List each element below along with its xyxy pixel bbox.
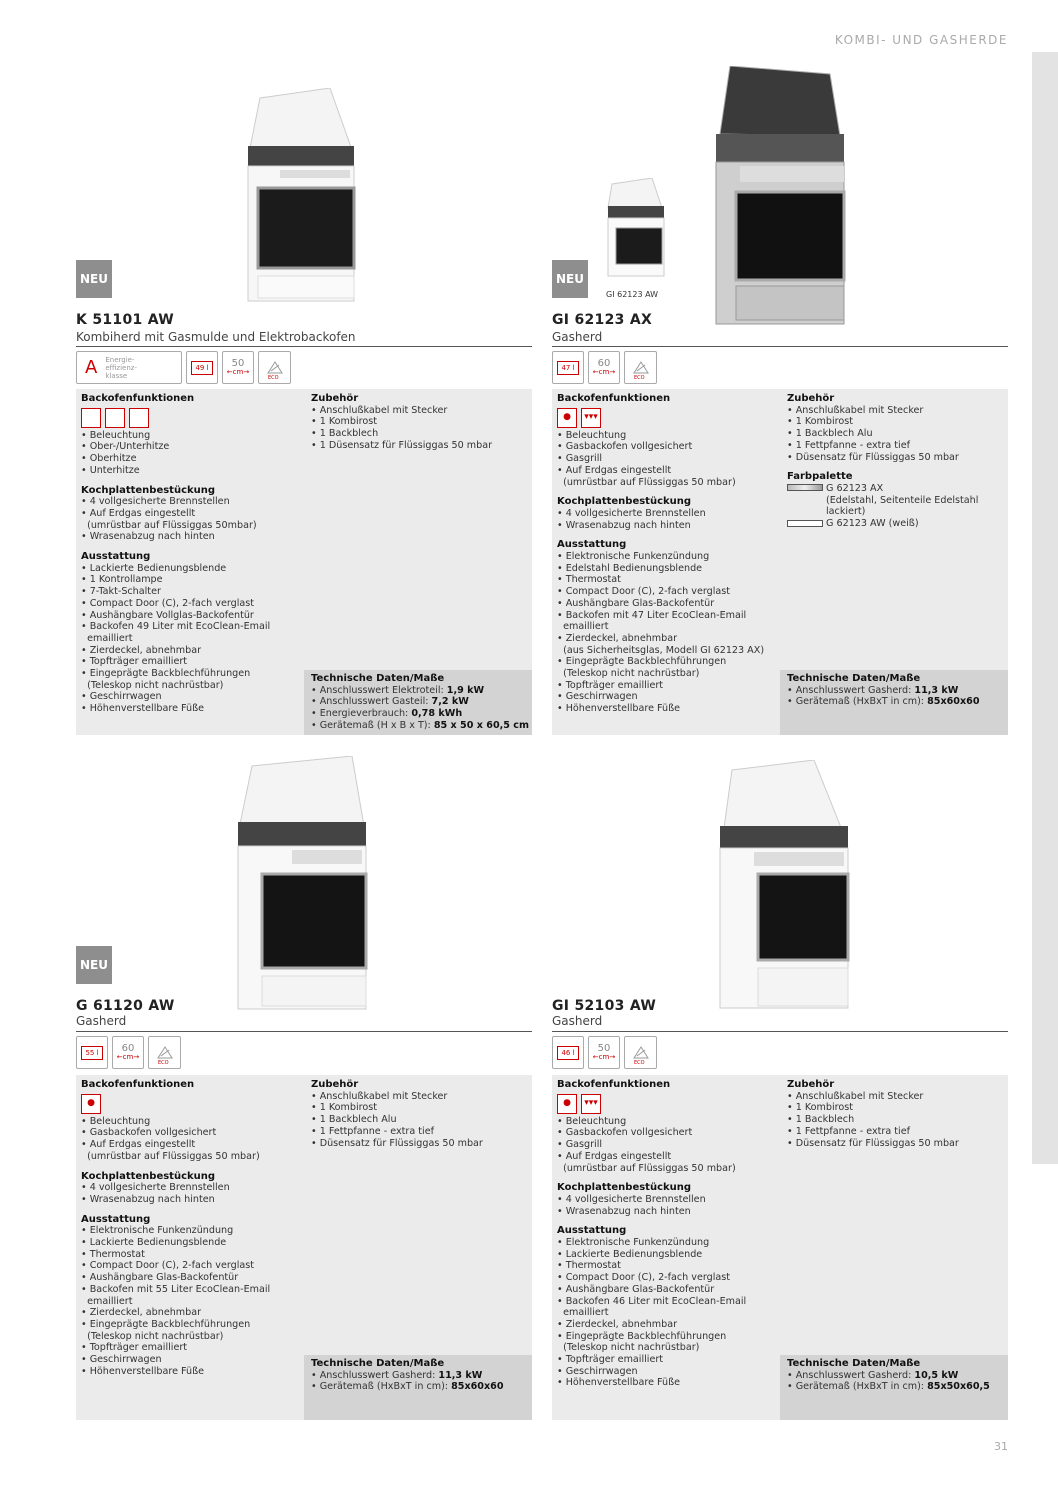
- tech-row: [787, 685, 1007, 697]
- spec-item: • 1 Kombirost: [787, 416, 854, 428]
- spec-panel: [552, 389, 1008, 735]
- color-option-text: G 62123 AX: [826, 482, 884, 494]
- spec-item: • Eingeprägte Backblechführungen: [81, 668, 251, 680]
- eco-label: ECO: [158, 1060, 169, 1066]
- feature-icons: [552, 1036, 657, 1069]
- oven-volume-value: 55 l: [81, 1046, 102, 1060]
- spec-panel: [552, 1075, 1008, 1420]
- spec-item: • Geschirrwagen: [81, 691, 162, 703]
- section-heading: Kochplattenbestückung: [557, 496, 692, 508]
- feature-icons: [76, 1036, 181, 1069]
- spec-item: • Aushängbare Glas-Backofentür: [557, 1283, 715, 1295]
- eco-clean-icon: [624, 351, 657, 384]
- eco-clean-icon: [148, 1036, 181, 1069]
- oven-function-icons: [557, 408, 777, 428]
- section-heading: Backofenfunktionen: [81, 393, 195, 404]
- spec-item: • Elektronische Funkenzündung: [81, 1225, 234, 1237]
- eco-clean-icon: [258, 351, 291, 384]
- spec-right-column: [311, 1079, 531, 1157]
- tech-row: [311, 720, 531, 732]
- spec-item: emailliert: [557, 621, 609, 633]
- tech-label: • Gerätemaß (HxBxT in cm):: [311, 1381, 452, 1393]
- spec-item: • Oberhitze: [81, 453, 137, 465]
- spec-item: • Compact Door (C), 2-fach verglast: [557, 586, 731, 598]
- page-category-header: KOMBI- UND GASHERDE: [834, 33, 1008, 47]
- spec-item: • 1 Fettpfanne - extra tief: [787, 1125, 911, 1137]
- section-heading: Backofenfunktionen: [557, 1079, 671, 1090]
- spec-item: • Thermostat: [557, 1260, 621, 1272]
- spec-item: • Compact Door (C), 2-fach verglast: [557, 1272, 731, 1284]
- tech-value: 1,9 kW: [446, 684, 485, 696]
- feature-icons: [552, 351, 657, 384]
- width-icon: 50 ←cm→: [588, 1036, 620, 1069]
- spec-right-column: [787, 1079, 1007, 1157]
- tech-value: 0,78 kWh: [411, 708, 463, 720]
- spec-section: [311, 1079, 531, 1149]
- spec-left-column: [557, 1079, 777, 1397]
- spec-item: • Lackierte Bedienungsblende: [557, 1248, 703, 1260]
- spec-item: emailliert: [81, 1295, 133, 1307]
- neu-badge: NEU: [76, 946, 112, 984]
- spec-item: (Teleskop nicht nachrüstbar): [557, 1342, 700, 1354]
- product-model: K 51101 AW: [76, 312, 174, 328]
- oven-function-icon: ●: [557, 408, 577, 428]
- tech-heading: Technische Daten/Maße: [787, 1358, 921, 1369]
- spec-item: • Eingeprägte Backblechführungen: [557, 656, 727, 668]
- spec-item: • Gasgrill: [557, 1139, 603, 1151]
- spec-item: • 1 Kombirost: [311, 416, 378, 428]
- tech-label: • Anschlusswert Gasherd:: [787, 1369, 915, 1381]
- color-option-line: [787, 483, 1007, 495]
- section-heading: Ausstattung: [81, 551, 151, 563]
- spec-item: • 1 Backblech: [787, 1114, 855, 1126]
- spec-item: • Geschirrwagen: [557, 1365, 638, 1377]
- tech-value: 11,3 kW: [438, 1369, 483, 1381]
- color-swatch: [787, 484, 823, 491]
- spec-item: • Anschlußkabel mit Stecker: [311, 1090, 448, 1102]
- spec-item: • Beleuchtung: [557, 1115, 627, 1127]
- spec-section: [787, 393, 1007, 463]
- small-stove-caption: GI 62123 AW: [606, 290, 659, 299]
- spec-item: (umrüstbar auf Flüssiggas 50 mbar): [81, 1150, 260, 1162]
- width-value: 60: [597, 357, 611, 369]
- width-value: 50: [597, 1042, 611, 1054]
- spec-item: (Teleskop nicht nachrüstbar): [81, 1330, 224, 1342]
- spec-item: (Teleskop nicht nachrüstbar): [557, 668, 700, 680]
- tech-row: [311, 685, 531, 697]
- spec-item: • Elektronische Funkenzündung: [557, 1237, 710, 1249]
- section-heading: Ausstattung: [81, 1213, 151, 1225]
- width-icon: 60 ←cm→: [588, 351, 620, 384]
- color-palette: [787, 471, 1007, 530]
- eco-clean-icon: [624, 1036, 657, 1069]
- section-heading: Zubehör: [311, 393, 359, 404]
- divider: [552, 1031, 1008, 1032]
- oven-function-icon: ▾▾▾: [581, 408, 601, 428]
- spec-item: • 4 vollgesicherte Brennstellen: [557, 507, 706, 519]
- tech-label: • Gerätemaß (HxBxT in cm):: [787, 696, 928, 708]
- spec-panel: [76, 1075, 532, 1420]
- divider: [76, 346, 532, 347]
- spec-item: • Aushängbare Vollglas-Backofentür: [81, 609, 254, 621]
- spec-item: • 4 vollgesicherte Brennstellen: [557, 1193, 706, 1205]
- spec-item: • 1 Düsensatz für Flüssiggas 50 mbar: [311, 439, 493, 451]
- spec-left-column: [81, 393, 301, 723]
- spec-item: • Topfträger emailliert: [81, 656, 188, 668]
- product-model: GI 62123 AX: [552, 312, 653, 328]
- spec-item: • Höhenverstellbare Füße: [81, 1365, 205, 1377]
- stove-image-k51101aw: [240, 88, 360, 303]
- stove-image-g61120aw: [232, 756, 372, 1011]
- spec-section: [81, 1171, 301, 1206]
- spec-item: • Gasbackofen vollgesichert: [557, 1127, 693, 1139]
- spec-section: [557, 496, 777, 531]
- spec-item: • Eingeprägte Backblechführungen: [557, 1330, 727, 1342]
- spec-left-column: [81, 1079, 301, 1385]
- product-subtitle: Kombiherd mit Gasmulde und Elektrobackofen: [76, 330, 356, 344]
- section-heading: Kochplattenbestückung: [81, 1170, 216, 1182]
- tech-data-column: [311, 673, 531, 732]
- spec-item: • Zierdeckel, abnehmbar: [81, 1307, 202, 1319]
- section-heading: Backofenfunktionen: [81, 1079, 195, 1090]
- spec-item: • 7-Takt-Schalter: [81, 586, 161, 598]
- tech-data-column: [787, 673, 1007, 708]
- tech-value: 85x50x60,5: [927, 1381, 990, 1393]
- width-value: 60: [121, 1042, 135, 1054]
- section-heading: Kochplattenbestückung: [557, 1182, 692, 1194]
- spec-section: [557, 539, 777, 715]
- product-subtitle: Gasherd: [552, 1014, 603, 1028]
- spec-item: • Topfträger emailliert: [557, 1354, 664, 1366]
- oven-function-icons: [557, 1094, 777, 1114]
- spec-item: emailliert: [557, 1307, 609, 1319]
- page-number: 31: [994, 1440, 1008, 1453]
- spec-section: [557, 393, 777, 488]
- spec-item: • Geschirrwagen: [81, 1354, 162, 1366]
- divider: [76, 1031, 532, 1032]
- section-heading: Backofenfunktionen: [557, 393, 671, 404]
- spec-item: • Ober-/Unterhitze: [81, 441, 170, 453]
- spec-item: • Anschlußkabel mit Stecker: [311, 404, 448, 416]
- spec-item: • Backofen mit 47 Liter EcoClean-Email: [557, 609, 747, 621]
- oven-function-icons: [81, 1094, 301, 1114]
- spec-item: • Gasbackofen vollgesichert: [81, 1127, 217, 1139]
- spec-item: • Anschlußkabel mit Stecker: [787, 1090, 924, 1102]
- oven-function-icon: [129, 408, 149, 428]
- spec-panel: [76, 389, 532, 735]
- section-heading: Kochplattenbestückung: [81, 484, 216, 496]
- section-heading: Zubehör: [311, 1079, 359, 1090]
- tech-heading: Technische Daten/Maße: [311, 673, 445, 684]
- spec-item: • 1 Kontrollampe: [81, 574, 163, 586]
- spec-item: • Auf Erdgas eingestellt: [557, 464, 672, 476]
- eco-label: ECO: [634, 1060, 645, 1066]
- stove-image-gi52103aw: [714, 760, 854, 1010]
- spec-item: • 1 Kombirost: [311, 1102, 378, 1114]
- spec-item: • Wrasenabzug nach hinten: [557, 1205, 691, 1217]
- spec-item: • Wrasenabzug nach hinten: [557, 519, 691, 531]
- tech-data-column: [787, 1358, 1007, 1393]
- spec-item: • Topfträger emailliert: [557, 679, 664, 691]
- oven-volume-icon: [552, 351, 584, 384]
- tech-value: 7,2 kW: [431, 696, 469, 708]
- spec-item: (umrüstbar auf Flüssiggas 50mbar): [81, 519, 257, 531]
- spec-item: • Eingeprägte Backblechführungen: [81, 1318, 251, 1330]
- spec-item: • Compact Door (C), 2-fach verglast: [81, 1260, 255, 1272]
- oven-volume-value: 46 l: [557, 1046, 578, 1060]
- oven-volume-value: 49 l: [191, 361, 212, 375]
- spec-item: • Zierdeckel, abnehmbar: [557, 632, 678, 644]
- product-model: GI 52103 AW: [552, 998, 657, 1014]
- tech-heading: Technische Daten/Maße: [787, 673, 921, 684]
- spec-item: • Zierdeckel, abnehmbar: [81, 644, 202, 656]
- spec-right-column: [311, 393, 531, 460]
- tech-value: 85 x 50 x 60,5 cm: [433, 719, 529, 731]
- spec-item: • Höhenverstellbare Füße: [81, 703, 205, 715]
- color-option-text: (Edelstahl, Seitenteile Edelstahl: [826, 494, 979, 506]
- oven-function-icon: ▾▾▾: [581, 1094, 601, 1114]
- width-unit: cm: [232, 367, 244, 376]
- spec-item: • Thermostat: [81, 1248, 145, 1260]
- stove-image-gi62123aw-small: [604, 178, 666, 278]
- spec-item: (umrüstbar auf Flüssiggas 50 mbar): [557, 1162, 736, 1174]
- divider: [552, 346, 1008, 347]
- spec-item: • 4 vollgesicherte Brennstellen: [81, 1182, 230, 1194]
- color-option-line: [787, 518, 1007, 530]
- spec-item: • Thermostat: [557, 574, 621, 586]
- spec-item: • 1 Backblech Alu: [311, 1114, 397, 1126]
- tech-row: [787, 1381, 1007, 1393]
- spec-item: • Unterhitze: [81, 464, 140, 476]
- spec-item: • Backofen 49 Liter mit EcoClean-Email: [81, 621, 271, 633]
- spec-section: [557, 1079, 777, 1174]
- spec-item: • Elektronische Funkenzündung: [557, 551, 710, 563]
- oven-function-icon: [105, 408, 125, 428]
- spec-item: • Düsensatz für Flüssiggas 50 mbar: [787, 1137, 959, 1149]
- spec-item: • Auf Erdgas eingestellt: [81, 1139, 196, 1151]
- oven-function-icon: ●: [81, 1094, 101, 1114]
- width-icon: 60 ←cm→: [112, 1036, 144, 1069]
- spec-item: (umrüstbar auf Flüssiggas 50 mbar): [557, 476, 736, 488]
- tech-row: [311, 1381, 531, 1393]
- tech-heading: Technische Daten/Maße: [311, 1358, 445, 1369]
- spec-section: [81, 551, 301, 715]
- section-heading: Ausstattung: [557, 1225, 627, 1237]
- color-option-text: lackiert): [826, 506, 866, 518]
- spec-item: • Geschirrwagen: [557, 691, 638, 703]
- spec-item: • Beleuchtung: [81, 1115, 151, 1127]
- tech-label: • Anschlusswert Gasherd:: [787, 684, 915, 696]
- spec-section: [557, 1225, 777, 1389]
- spec-item: • Aushängbare Glas-Backofentür: [81, 1272, 239, 1284]
- eco-label: ECO: [268, 375, 279, 381]
- tech-row: [787, 1370, 1007, 1382]
- spec-item: • Edelstahl Bedienungsblende: [557, 562, 703, 574]
- energy-class-badge: [76, 351, 182, 384]
- spec-item: • Auf Erdgas eingestellt: [81, 507, 196, 519]
- spec-item: • 4 vollgesicherte Brennstellen: [81, 496, 230, 508]
- color-swatch: [787, 520, 823, 527]
- section-heading: Zubehör: [787, 393, 835, 404]
- spec-item: • Backofen 46 Liter mit EcoClean-Email: [557, 1295, 747, 1307]
- tech-row: [311, 708, 531, 720]
- neu-badge: NEU: [552, 260, 588, 298]
- spec-section: [81, 393, 301, 477]
- tech-value: 85x60x60: [451, 1381, 504, 1393]
- width-icon: 50 ←cm→: [222, 351, 254, 384]
- spec-item: • Auf Erdgas eingestellt: [557, 1150, 672, 1162]
- color-option-line: [787, 506, 1007, 518]
- spec-item: • Düsensatz für Flüssiggas 50 mbar: [787, 451, 959, 463]
- stove-image-gi62123ax: [710, 66, 850, 326]
- energy-class-label: Energie- effizienz- klasse: [105, 355, 137, 380]
- spec-item: (aus Sicherheitsglas, Modell GI 62123 AX): [557, 644, 765, 656]
- tech-value: 11,3 kW: [914, 684, 959, 696]
- width-unit: cm: [122, 1052, 134, 1061]
- tech-label: • Energieverbrauch:: [311, 708, 412, 720]
- feature-icons: [76, 351, 291, 384]
- spec-item: • Anschlußkabel mit Stecker: [787, 404, 924, 416]
- oven-volume-icon: [186, 351, 218, 384]
- spec-item: • Lackierte Bedienungsblende: [81, 1237, 227, 1249]
- spec-item: • 1 Fettpfanne - extra tief: [787, 439, 911, 451]
- spec-item: • Höhenverstellbare Füße: [557, 1377, 681, 1389]
- oven-volume-icon: [76, 1036, 108, 1069]
- spec-item: emailliert: [81, 632, 133, 644]
- color-option-line: [787, 495, 1007, 507]
- spec-section: [81, 1079, 301, 1163]
- spec-item: • Backofen mit 55 Liter EcoClean-Email: [81, 1283, 271, 1295]
- section-heading: Farbpalette: [787, 471, 853, 483]
- eco-label: ECO: [634, 375, 645, 381]
- spec-right-column: [787, 393, 1007, 538]
- spec-section: [787, 1079, 1007, 1149]
- width-unit: cm: [598, 367, 610, 376]
- tech-label: • Gerätemaß (H x B x T):: [311, 719, 434, 731]
- oven-function-icon: ●: [557, 1094, 577, 1114]
- spec-item: • Topfträger emailliert: [81, 1342, 188, 1354]
- tech-row: [787, 696, 1007, 708]
- tech-row: [311, 1370, 531, 1382]
- width-value: 50: [231, 357, 245, 369]
- oven-volume-icon: [552, 1036, 584, 1069]
- product-subtitle: Gasherd: [552, 330, 603, 344]
- spec-item: • Wrasenabzug nach hinten: [81, 1193, 215, 1205]
- spec-item: • 1 Kombirost: [787, 1102, 854, 1114]
- oven-function-icons: [81, 408, 301, 428]
- oven-function-icon: [81, 408, 101, 428]
- spec-item: • 1 Fettpfanne - extra tief: [311, 1125, 435, 1137]
- tech-row: [311, 696, 531, 708]
- spec-item: • Gasgrill: [557, 453, 603, 465]
- spec-item: • 1 Backblech: [311, 428, 379, 440]
- sidebar-tab: [1032, 52, 1058, 1164]
- width-unit: cm: [598, 1052, 610, 1061]
- energy-class-letter: A: [85, 357, 98, 378]
- neu-badge: NEU: [76, 260, 112, 298]
- spec-item: • Aushängbare Glas-Backofentür: [557, 597, 715, 609]
- spec-item: • 1 Backblech Alu: [787, 428, 873, 440]
- spec-section: [311, 393, 531, 452]
- section-heading: Zubehör: [787, 1079, 835, 1090]
- spec-item: • Compact Door (C), 2-fach verglast: [81, 597, 255, 609]
- section-heading: Ausstattung: [557, 539, 627, 551]
- color-option-text: G 62123 AW (weiß): [826, 518, 919, 530]
- spec-item: • Zierdeckel, abnehmbar: [557, 1318, 678, 1330]
- tech-data-column: [311, 1358, 531, 1393]
- spec-left-column: [557, 393, 777, 723]
- spec-item: • Höhenverstellbare Füße: [557, 703, 681, 715]
- spec-section: [81, 1214, 301, 1378]
- product-model: G 61120 AW: [76, 998, 175, 1014]
- spec-item: • Wrasenabzug nach hinten: [81, 531, 215, 543]
- spec-item: • Düsensatz für Flüssiggas 50 mbar: [311, 1137, 483, 1149]
- spec-item: • Gasbackofen vollgesichert: [557, 441, 693, 453]
- tech-label: • Anschlusswert Elektroteil:: [311, 684, 447, 696]
- oven-volume-value: 47 l: [557, 361, 578, 375]
- spec-section: [557, 1182, 777, 1217]
- spec-section: [81, 485, 301, 544]
- tech-label: • Anschlusswert Gasherd:: [311, 1369, 439, 1381]
- spec-item: • Lackierte Bedienungsblende: [81, 562, 227, 574]
- tech-label: • Gerätemaß (HxBxT in cm):: [787, 1381, 928, 1393]
- spec-item: • Beleuchtung: [557, 429, 627, 441]
- tech-value: 85x60x60: [927, 696, 980, 708]
- tech-value: 10,5 kW: [914, 1369, 959, 1381]
- tech-label: • Anschlusswert Gasteil:: [311, 696, 432, 708]
- product-subtitle: Gasherd: [76, 1014, 127, 1028]
- spec-item: • Beleuchtung: [81, 429, 151, 441]
- spec-item: (Teleskop nicht nachrüstbar): [81, 679, 224, 691]
